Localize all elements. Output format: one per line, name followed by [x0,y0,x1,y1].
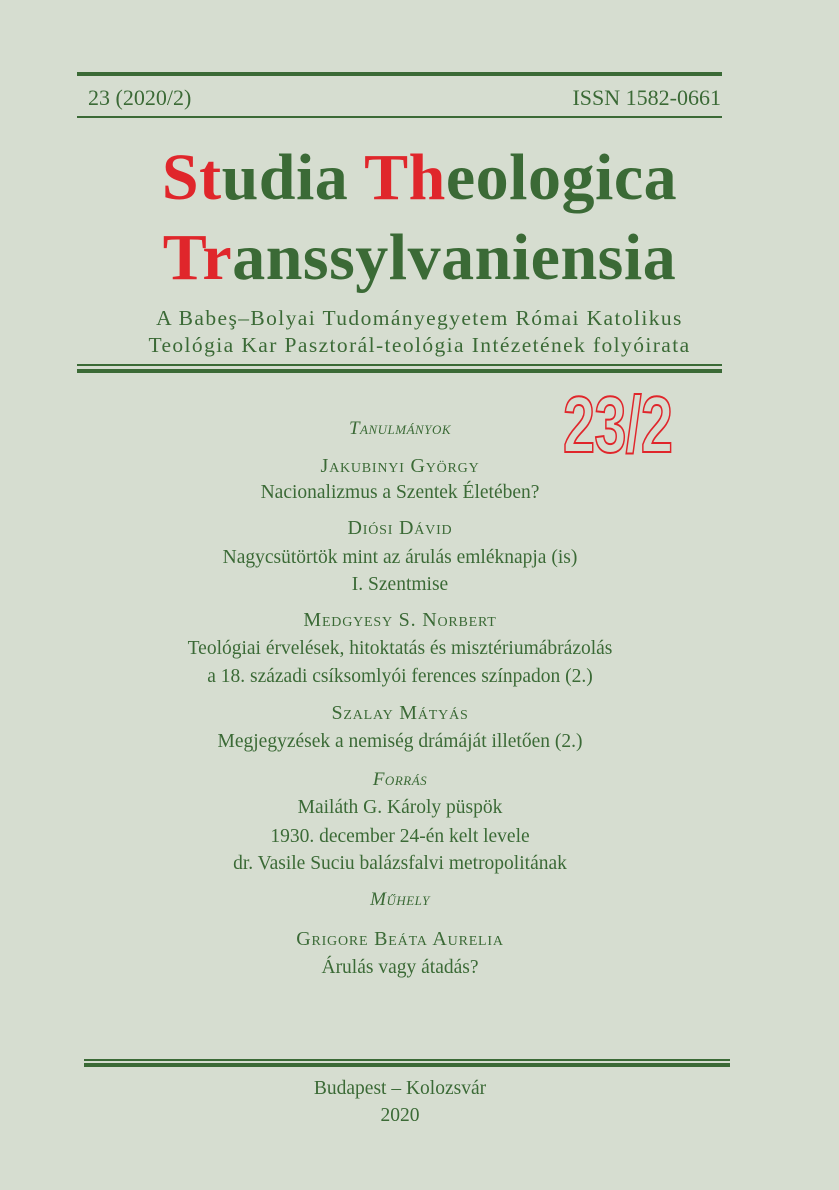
mid-rule-thin [77,364,722,366]
mid-rule-thick [77,369,722,373]
title-initial-st: St [161,141,222,214]
toc-article-title: dr. Vasile Suciu balázsfalvi metropolitának [233,853,567,874]
toc-section-heading: Forrás [372,769,428,790]
toc-section-heading: Műhely [370,889,430,910]
title-initial-th: Th [364,141,446,214]
toc-section-heading: Tanulmányok [348,418,452,439]
toc-author: Jakubinyi György [320,455,480,477]
journal-title-line-2 [0,221,839,294]
subtitle-line-1: A Babeş–Bolyai Tudományegyetem Római Katolikus [156,306,683,330]
toc-article-title: Árulás vagy átadás? [321,957,479,978]
issue-number: 23 (2020/2) [88,85,192,110]
issue-badge: 23/2 [563,380,673,469]
toc-article-title: 1930. december 24-én kelt levele [270,826,530,847]
toc-author: Szalay Mátyás [331,702,469,724]
bottom-rule-thin [84,1059,730,1061]
toc-article-title: Mailáth G. Károly püspök [297,797,503,818]
toc-article-title: a 18. századi csíksomlyói ferences színpadon (2.) [207,666,593,687]
toc-article-title: Megjegyzések a nemiség drámáját illetően (2.) [217,731,583,752]
journal-title-line-1 [0,141,839,214]
top-rule-thick [77,72,722,76]
top-rule-thin [77,116,722,118]
toc-article-title: Nagycsütörtök mint az árulás emléknapja (is) [222,547,578,568]
toc-author: Diósi Dávid [347,517,453,539]
toc-article-title: I. Szentmise [351,574,449,595]
toc-article-title: Nacionalizmus a Szentek Életében? [260,482,540,503]
title-rest-eologica: eologica [445,141,678,214]
title-initial-tr: Tr [162,221,233,294]
toc-author: Grigore Beáta Aurelia [296,928,504,950]
bottom-rule-thick [84,1063,730,1067]
title-rest-udia: udia [221,141,365,214]
title-rest-anssylvaniensia: anssylvaniensia [232,221,677,294]
issn: ISSN 1582-0661 [572,85,721,110]
publication-place: Budapest – Kolozsvár [313,1078,487,1099]
subtitle-line-2: Teológia Kar Pasztorál-teológia Intézetének folyóirata [148,333,691,357]
toc-article-title: Teológiai érvelések, hitoktatás és misztériumábrázolás [187,638,613,659]
toc-author: Medgyesy S. Norbert [303,609,497,631]
publication-year: 2020 [380,1105,420,1126]
